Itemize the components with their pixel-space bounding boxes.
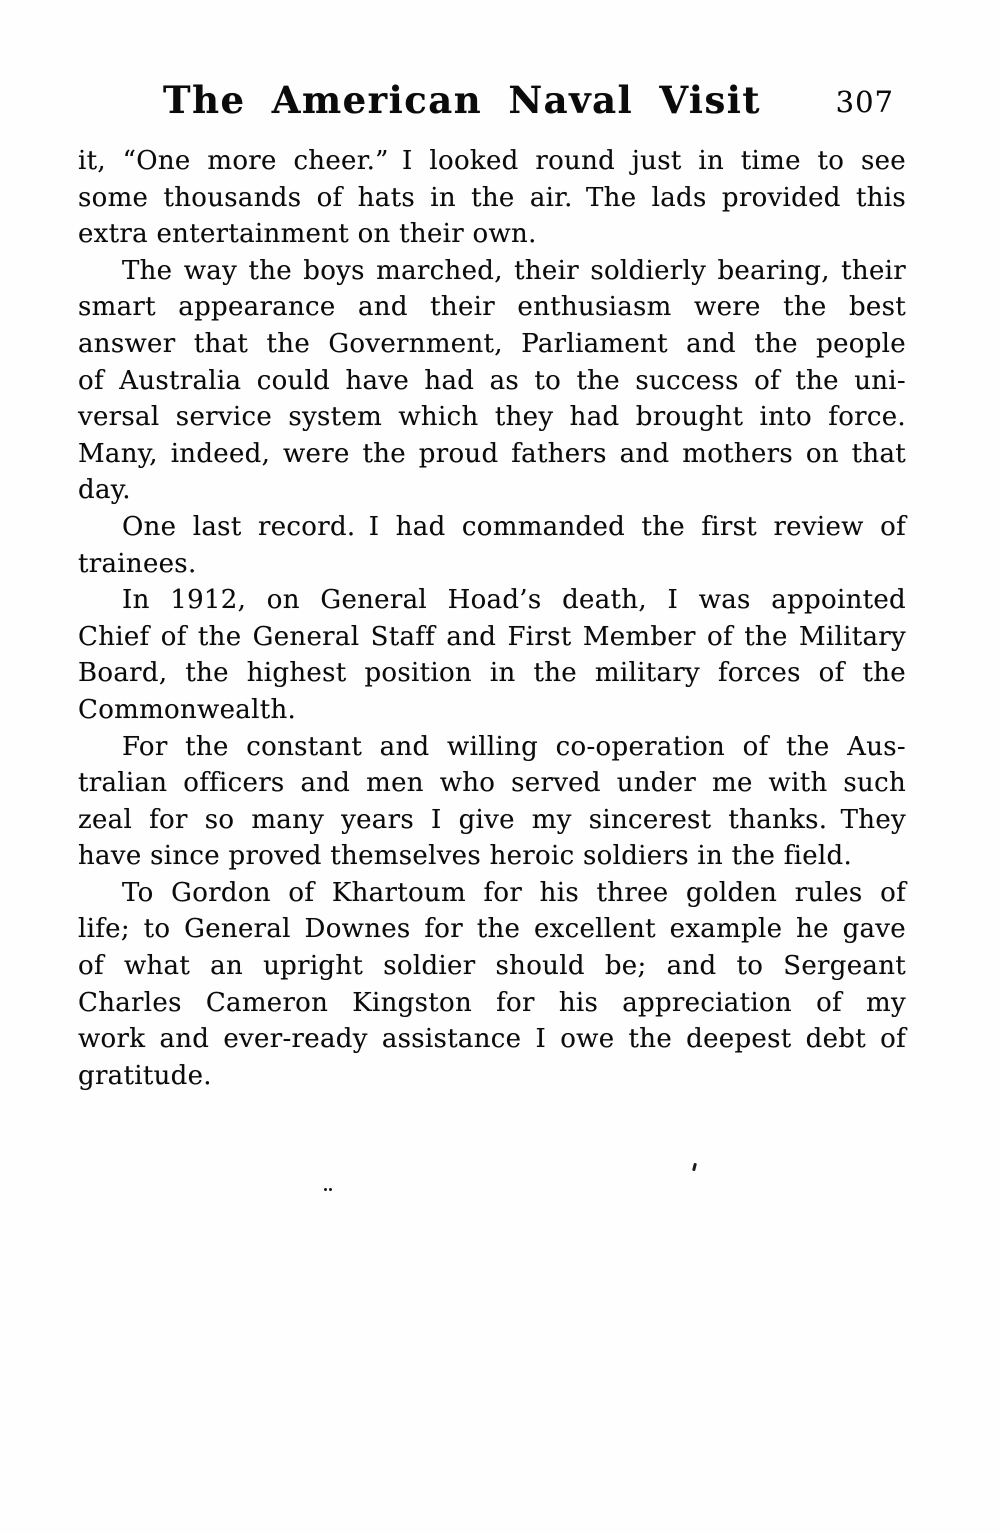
text-line: Chief of the General Staff and First Member of the Military: [78, 621, 906, 652]
text-line: In 1912, on General Hoad’s death, I was appointed: [122, 585, 906, 616]
text-line: some thousands of hats in the air. The lads provided this: [78, 182, 906, 213]
page-title: The American Naval Visit: [163, 78, 761, 122]
text-line: For the constant and willing co-operation of the Aus-: [122, 731, 906, 762]
text-line: work and ever-ready assistance I owe the deepest debt of: [78, 1024, 906, 1055]
text-line: of what an upright soldier should be; and to Sergeant: [78, 951, 906, 982]
paragraph: [78, 143, 906, 253]
scan-speck: [324, 1188, 327, 1191]
text-line: gratitude.: [78, 1060, 212, 1091]
text-line: Many, indeed, were the proud fathers and mothers on that: [78, 438, 906, 469]
paragraph: [78, 875, 906, 1095]
text-line: zeal for so many years I give my sincerest thanks. They: [78, 804, 906, 835]
paragraph: [78, 509, 906, 582]
text-line: smart appearance and their enthusiasm were the best: [78, 292, 906, 323]
text-line: life; to General Downes for the excellent example he gave: [78, 914, 906, 945]
text-line: versal service system which they had brought into force.: [78, 402, 906, 433]
paragraph: [78, 729, 906, 875]
text-line: have since proved themselves heroic soldiers in the field.: [78, 841, 853, 872]
text-line: One last record. I had commanded the first review of: [122, 511, 906, 542]
running-header: [78, 78, 906, 128]
text-line: trainees.: [78, 548, 197, 579]
text-column: [78, 143, 906, 1094]
text-line: Board, the highest position in the military forces of the: [78, 658, 906, 689]
text-line: Charles Cameron Kingston for his appreciation of my: [78, 987, 906, 1018]
scan-speck: [329, 1188, 332, 1191]
text-line: Commonwealth.: [78, 694, 297, 725]
paragraph: [78, 253, 906, 509]
text-line: tralian officers and men who served under me with such: [78, 768, 906, 799]
scan-speck: [692, 1163, 697, 1171]
paragraph: [78, 582, 906, 728]
text-line: To Gordon of Khartoum for his three golden rules of: [122, 877, 906, 908]
text-line: answer that the Government, Parliament and the people: [78, 328, 906, 359]
page-number: 307: [835, 85, 894, 119]
text-line: extra entertainment on their own.: [78, 219, 537, 250]
text-line: of Australia could have had as to the success of the uni-: [78, 365, 906, 396]
text-line: day.: [78, 475, 131, 506]
text-line: The way the boys marched, their soldierly bearing, their: [122, 255, 906, 286]
text-line: it, “One more cheer.” I looked round just in time to see: [78, 146, 906, 176]
